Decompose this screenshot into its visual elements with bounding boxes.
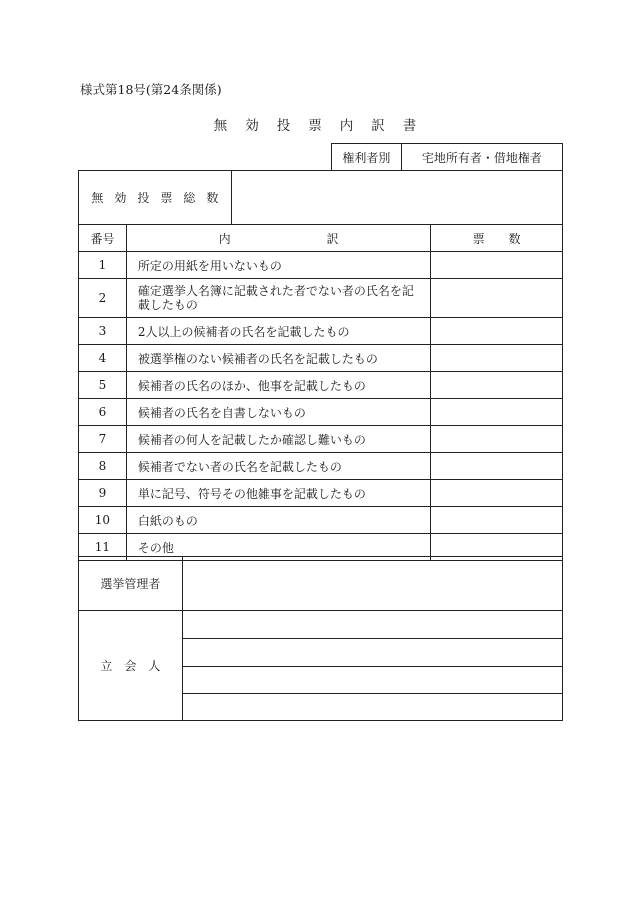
row-votes-cell[interactable]: [431, 453, 563, 480]
header-breakdown: 内 訳: [126, 225, 430, 252]
row-number: 7: [79, 426, 127, 453]
row-breakdown-text: 候補者の何人を記載したか確認し難いもの: [126, 426, 430, 453]
row-breakdown-text: 2人以上の候補者の氏名を記載したもの: [126, 318, 430, 345]
document-title: 無効投票内訳書: [213, 118, 435, 134]
row-number: 8: [79, 453, 127, 480]
row-number: 1: [79, 252, 127, 279]
row-breakdown-text: 確定選挙人名簿に記載された者でない者の氏名を記載したもの: [126, 279, 430, 318]
row-number: 2: [79, 279, 127, 318]
table-row: [79, 399, 563, 426]
total-invalid-value[interactable]: [231, 171, 562, 225]
rights-holder-label: 権利者別: [332, 144, 402, 171]
row-breakdown-text: その他: [126, 534, 430, 561]
row-votes-cell[interactable]: [431, 279, 563, 318]
table-row: [79, 345, 563, 372]
table-row: [79, 453, 563, 480]
breakdown-header-row: [79, 225, 563, 252]
row-votes-cell[interactable]: [431, 507, 563, 534]
witness-field[interactable]: [182, 611, 562, 639]
row-number: 11: [79, 534, 127, 561]
total-invalid-label: 無効投票総数: [79, 171, 232, 225]
table-row: [79, 252, 563, 279]
row-number: 5: [79, 372, 127, 399]
signature-table: [78, 556, 563, 721]
witness-row: [79, 611, 563, 639]
row-breakdown-text: 候補者の氏名を自書しないもの: [126, 399, 430, 426]
witness-label: 立会人: [79, 611, 183, 721]
row-votes-cell[interactable]: [431, 372, 563, 399]
row-number: 4: [79, 345, 127, 372]
form-number: 様式第18号(第24条関係): [80, 82, 222, 97]
table-row: [79, 507, 563, 534]
row-votes-cell[interactable]: [431, 399, 563, 426]
table-row: [79, 426, 563, 453]
row-breakdown-text: 候補者でない者の氏名を記載したもの: [126, 453, 430, 480]
row-breakdown-text: 単に記号、符号その他雑事を記載したもの: [126, 480, 430, 507]
header-number: 番号: [79, 225, 127, 252]
row-votes-cell[interactable]: [431, 345, 563, 372]
table-row: [79, 318, 563, 345]
row-breakdown-text: 所定の用紙を用いないもの: [126, 252, 430, 279]
total-invalid-table: [78, 170, 563, 225]
row-number: 9: [79, 480, 127, 507]
row-number: 6: [79, 399, 127, 426]
row-breakdown-text: 被選挙権のない候補者の氏名を記載したもの: [126, 345, 430, 372]
election-manager-field[interactable]: [182, 557, 562, 611]
election-manager-row: [79, 557, 563, 611]
rights-holder-value[interactable]: 宅地所有者・借地権者: [401, 144, 562, 171]
row-breakdown-text: 候補者の氏名のほか、他事を記載したもの: [126, 372, 430, 399]
row-number: 3: [79, 318, 127, 345]
row-votes-cell[interactable]: [431, 318, 563, 345]
table-row: [79, 279, 563, 318]
rights-holder-table: [331, 143, 563, 171]
row-breakdown-text: 白紙のもの: [126, 507, 430, 534]
header-votes: 票 数: [431, 225, 563, 252]
breakdown-table: [78, 224, 563, 561]
witness-field[interactable]: [182, 667, 562, 694]
row-votes-cell[interactable]: [431, 426, 563, 453]
row-number: 10: [79, 507, 127, 534]
table-row: [79, 480, 563, 507]
table-row: [79, 372, 563, 399]
election-manager-label: 選挙管理者: [79, 557, 183, 611]
row-votes-cell[interactable]: [431, 252, 563, 279]
witness-field[interactable]: [182, 694, 562, 721]
row-votes-cell[interactable]: [431, 480, 563, 507]
witness-field[interactable]: [182, 639, 562, 667]
rights-holder-row: [332, 144, 563, 171]
total-invalid-row: [79, 171, 563, 225]
